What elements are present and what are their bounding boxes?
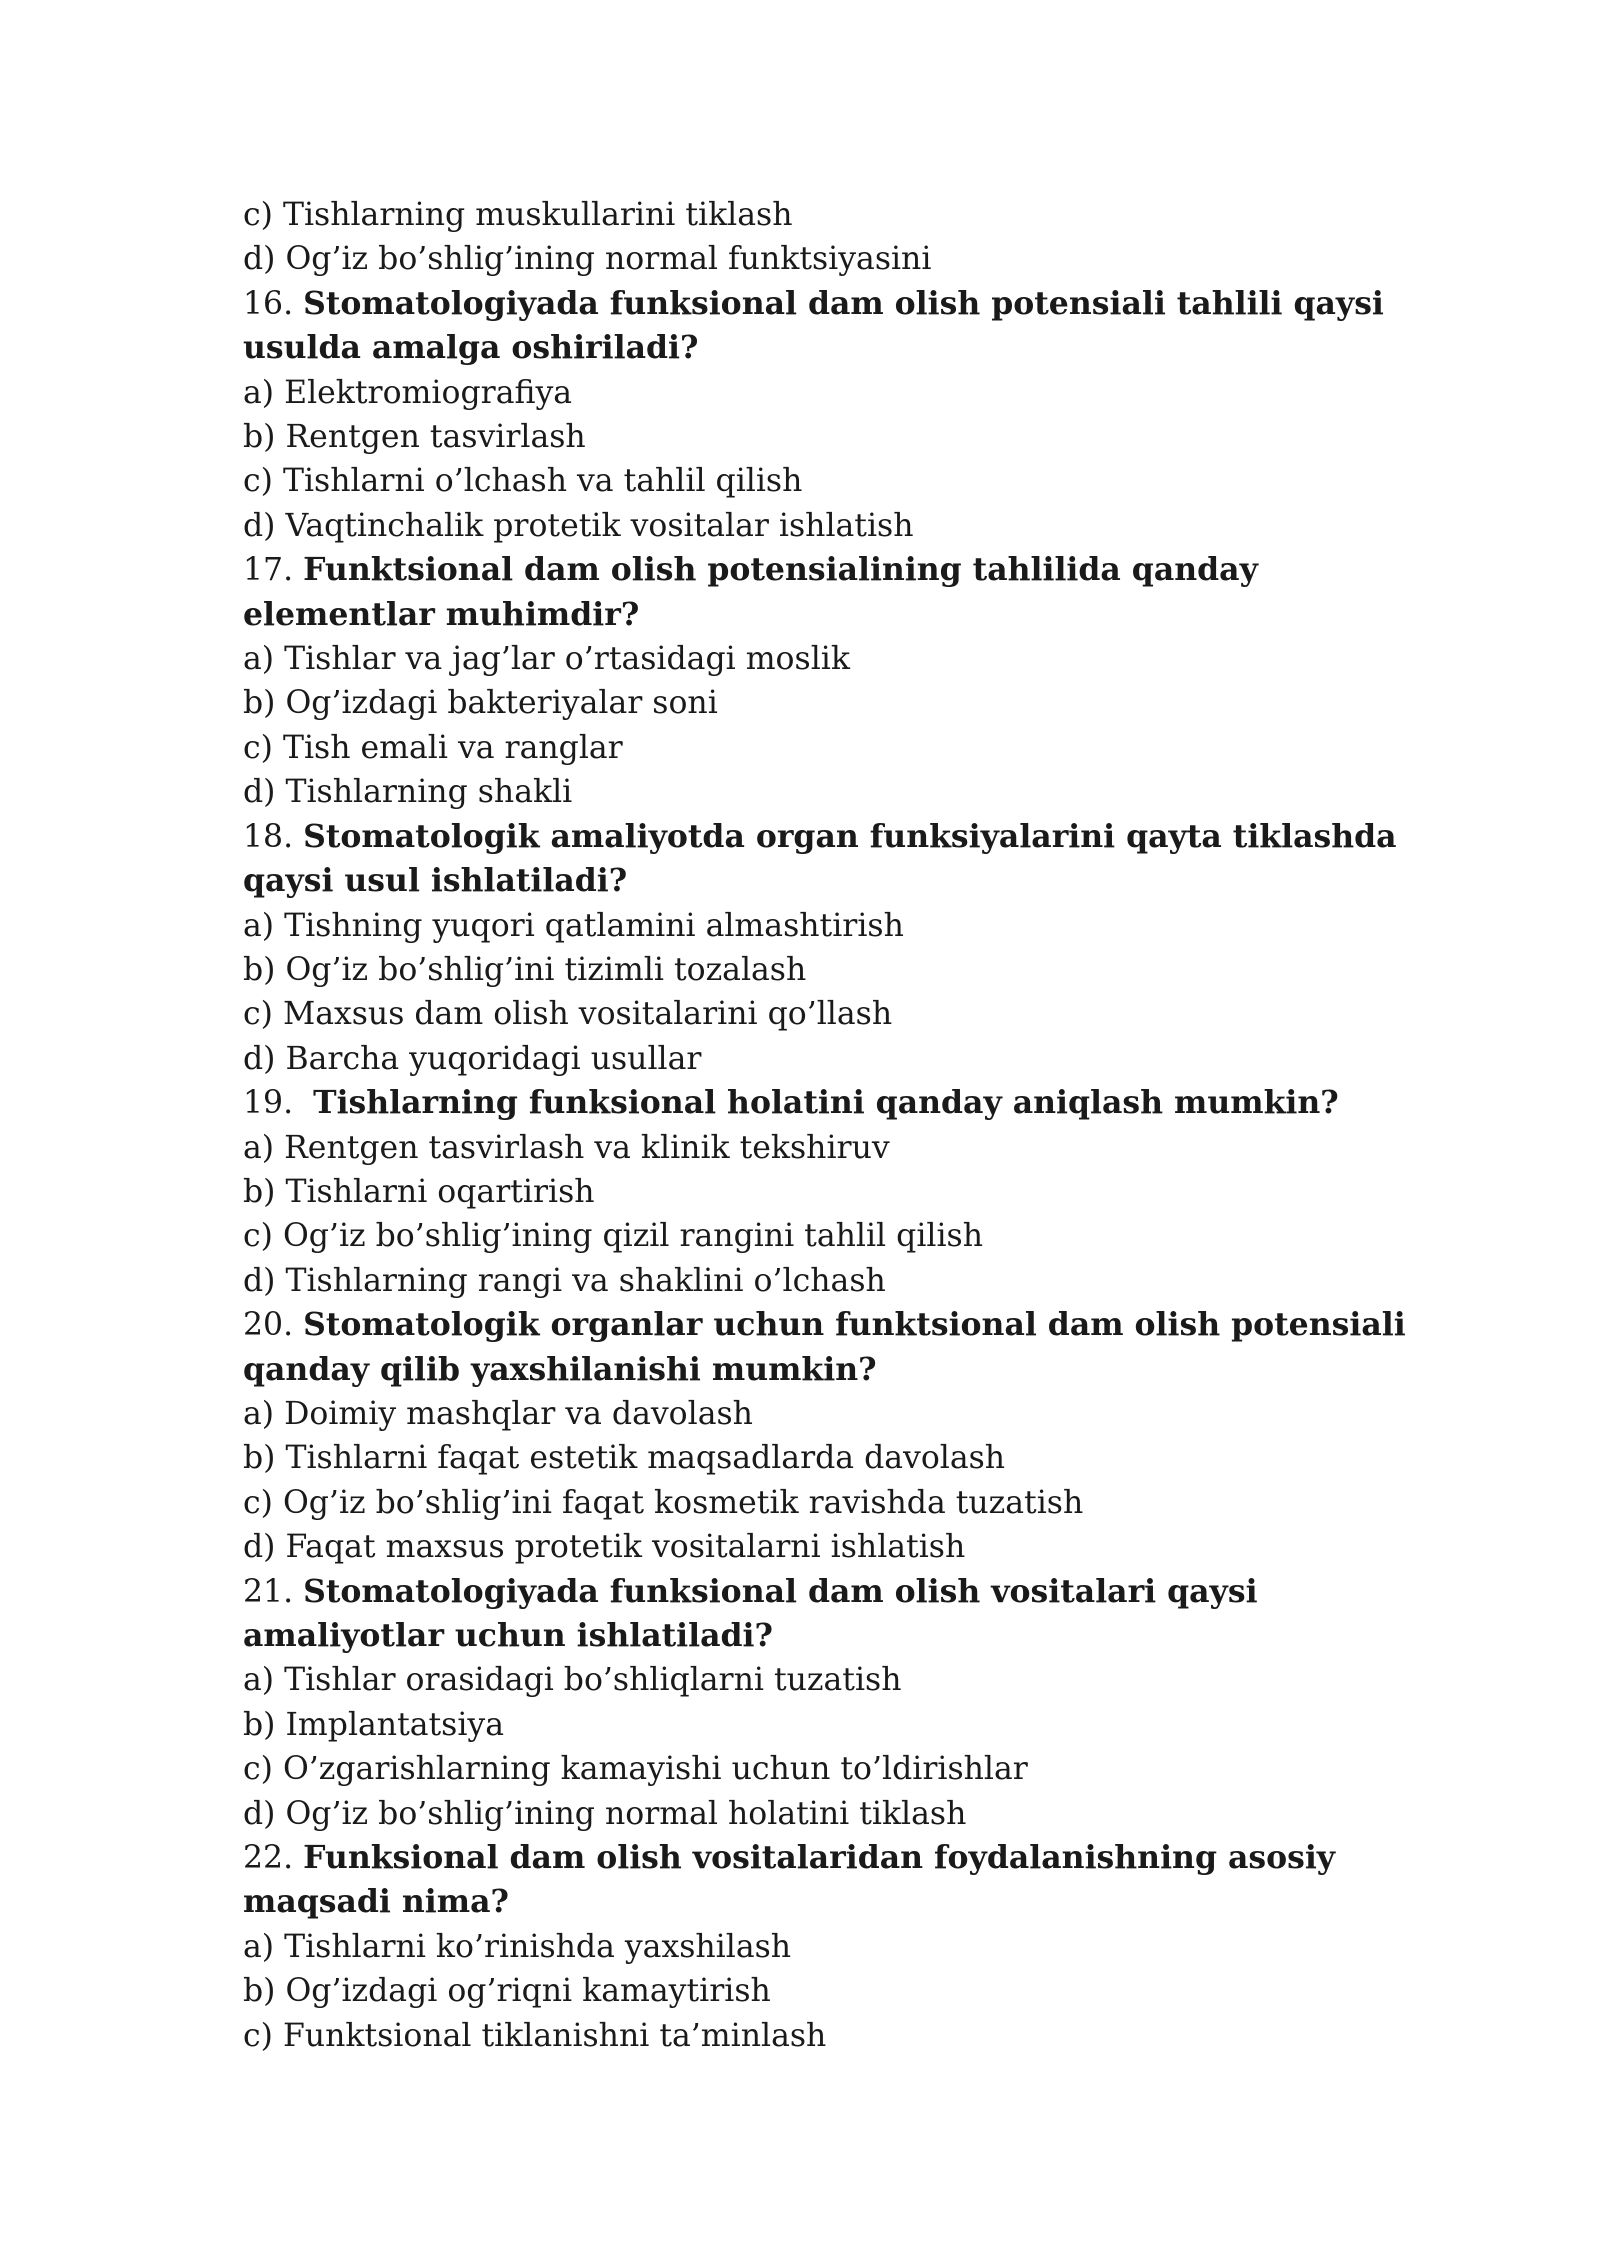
answer-option: a) Tishlar orasidagi bo’shliqlarni tuzatish <box>243 1662 902 1699</box>
answer-option: b) Implantatsiya <box>243 1706 504 1743</box>
answer-option: d) Vaqtinchalik protetik vositalar ishlatish <box>243 507 914 544</box>
answer-option: a) Tishning yuqori qatlamini almashtirish <box>243 907 904 944</box>
question-text: maqsadi nima? <box>243 1883 509 1921</box>
answer-option: d) Og’iz bo’shlig’ining normal funktsiyasini <box>243 241 932 278</box>
answer-option: a) Tishlarni ko’rinishda yaxshilash <box>243 1928 792 1965</box>
question-text: usulda amalga oshiriladi? <box>243 329 699 367</box>
answer-option: d) Tishlarning rangi va shaklini o’lchash <box>243 1262 886 1299</box>
answer-option: b) Tishlarni faqat estetik maqsadlarda davolash <box>243 1440 1006 1477</box>
question-line <box>243 1081 1343 1125</box>
answer-option: c) Funktsional tiklanishni ta’minlash <box>243 2017 827 2054</box>
answer-option: b) Rentgen tasvirlash <box>243 419 586 456</box>
question-text: Tishlarning funksional holatini qanday aniqlash mumkin? <box>313 1084 1339 1122</box>
question-text: Stomatologiyada funksional dam olish potensiali tahlili qaysi <box>303 284 1384 322</box>
answer-option: c) Tish emali va ranglar <box>243 729 623 766</box>
question-text: elementlar muhimdir? <box>243 595 640 633</box>
question-line <box>243 548 1343 592</box>
answer-option: c) Tishlarning muskullarini tiklash <box>243 197 793 233</box>
answer-option: d) Og’iz bo’shlig’ining normal holatini tiklash <box>243 1795 967 1832</box>
question-list <box>243 193 1406 2058</box>
question-number: 16. <box>243 285 304 322</box>
answer-option: c) Og’iz bo’shlig’ini faqat kosmetik ravishda tuzatish <box>243 1484 1084 1521</box>
question-number: 18. <box>243 818 304 855</box>
question-number: 17. <box>243 552 304 589</box>
answer-option: c) O’zgarishlarning kamayishi uchun to’ldirishlar <box>243 1751 1028 1788</box>
question-text: Funksional dam olish vositalaridan foydalanishning asosiy <box>303 1839 1336 1877</box>
question-text: Stomatologik amaliyotda organ funksiyalarini qayta tiklashda <box>303 817 1397 855</box>
question-text: Stomatologik organlar uchun funktsional dam olish potensiali <box>303 1306 1406 1344</box>
answer-option: b) Og’izdagi bakteriyalar soni <box>243 685 718 722</box>
answer-option: d) Faqat maxsus protetik vositalarni ishlatish <box>243 1529 966 1566</box>
answer-option: a) Doimiy mashqlar va davolash <box>243 1395 753 1432</box>
answer-option: d) Tishlarning shakli <box>243 774 573 811</box>
question-line <box>243 1303 1406 1347</box>
answer-option: b) Tishlarni oqartirish <box>243 1173 595 1210</box>
question-text: Stomatologiyada funksional dam olish vositalari qaysi <box>303 1572 1258 1610</box>
question-block <box>243 1081 1343 1303</box>
answer-option: a) Rentgen tasvirlash va klinik tekshiruv <box>243 1129 890 1166</box>
question-number: 20. <box>243 1307 304 1344</box>
question-number: 22. <box>243 1840 304 1877</box>
question-text: qaysi usul ishlatiladi? <box>243 862 628 900</box>
question-block <box>243 282 1384 548</box>
question-line <box>243 282 1384 326</box>
answer-option: d) Barcha yuqoridagi usullar <box>243 1040 702 1077</box>
question-block <box>243 1303 1406 1569</box>
answer-option: c) Maxsus dam olish vositalarini qo’llash <box>243 996 893 1033</box>
answer-option: c) Tishlarni o’lchash va tahlil qilish <box>243 463 803 500</box>
question-number: 19. <box>243 1085 314 1122</box>
question-text: qanday qilib yaxshilanishi mumkin? <box>243 1350 877 1388</box>
question-text: amaliyotlar uchun ishlatiladi? <box>243 1617 773 1654</box>
answer-option: a) Tishlar va jag’lar o’rtasidagi moslik <box>243 641 850 678</box>
answer-option: b) Og’izdagi og’riqni kamaytirish <box>243 1973 771 2010</box>
question-line <box>243 1836 1343 1880</box>
question-text: Funktsional dam olish potensialining tahlilida qanday <box>303 551 1258 589</box>
question-block <box>243 548 1343 814</box>
answer-option: b) Og’iz bo’shlig’ini tizimli tozalash <box>243 951 807 988</box>
question-number: 21. <box>243 1573 304 1610</box>
question-block <box>243 1570 1343 1836</box>
question-block <box>243 815 1397 1081</box>
question-block <box>243 1836 1343 2058</box>
answer-option: a) Elektromiografiya <box>243 374 573 411</box>
question-line <box>243 815 1397 859</box>
question-line <box>243 1570 1343 1614</box>
answer-option: c) Og’iz bo’shlig’ining qizil rangini tahlil qilish <box>243 1218 983 1255</box>
